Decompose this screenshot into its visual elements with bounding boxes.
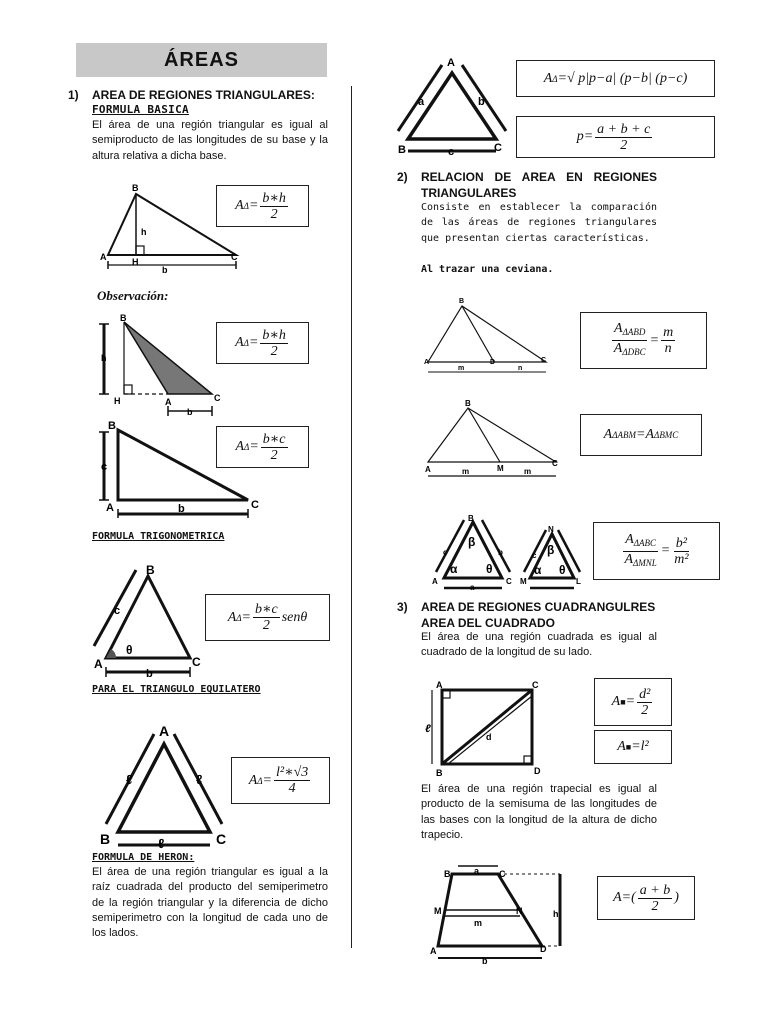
- formula-square-side-box: A ■ = l²: [594, 730, 672, 764]
- label-C: C: [541, 357, 547, 364]
- trapezoid-figure: [430, 862, 570, 966]
- label-C: C: [192, 655, 201, 669]
- label-b: b: [146, 668, 153, 680]
- label-a: a: [470, 583, 475, 592]
- heron-triangle-figure: [396, 55, 508, 159]
- label-b: b: [478, 96, 485, 108]
- label-A: A: [100, 252, 107, 262]
- label-c: c: [443, 548, 448, 557]
- label-n: n: [518, 365, 523, 372]
- section-1-heading: AREA DE REGIONES TRIANGULARES:: [92, 88, 315, 102]
- median-triangle-figure: [420, 396, 560, 482]
- label-alpha: α: [450, 562, 458, 576]
- label-h: h: [101, 353, 107, 363]
- label-A: A: [430, 946, 437, 956]
- label-b: b: [482, 956, 488, 966]
- label-C: C: [499, 869, 506, 879]
- label-N: N: [516, 906, 523, 916]
- label-C: C: [552, 459, 558, 468]
- label-C: C: [494, 142, 502, 154]
- obtuse-triangle-figure: [96, 312, 226, 420]
- label-a: a: [418, 96, 425, 108]
- formula-square-diag-box: A ■ = $\frac{\text{d²}}{2}$: [594, 678, 672, 726]
- label-M: M: [434, 906, 442, 916]
- formula-heron-box: A Δ = √ p|p−a| (p−b| (p−c): [516, 60, 715, 97]
- section-2-number: 2): [397, 170, 408, 184]
- label-l: ℓ: [126, 772, 133, 787]
- label-C: C: [214, 393, 221, 403]
- label-N: N: [548, 525, 554, 534]
- label-theta: θ: [126, 643, 133, 657]
- label-A: A: [425, 465, 431, 474]
- label-C: C: [532, 680, 539, 690]
- label-L: L: [576, 577, 581, 586]
- label-D: D: [534, 766, 541, 776]
- label-alpha: α: [534, 563, 542, 577]
- formula-obtuse-box: A Δ = $\frac{b∗h}{2}$: [216, 322, 309, 364]
- formula-trig-box: A Δ = $\frac{b∗c}{2}$ sen θ: [205, 594, 330, 641]
- label-c: c: [101, 461, 108, 473]
- section-2-heading: RELACION DE AREA EN REGIONES TRIANGULARES: [421, 170, 657, 200]
- label-a: a: [474, 866, 480, 876]
- label-C: C: [231, 252, 238, 262]
- label-c: c: [114, 605, 121, 617]
- equilateral-triangle-figure: [96, 720, 236, 850]
- label-B: B: [398, 144, 406, 156]
- label-A: A: [432, 577, 438, 586]
- label-C: C: [216, 831, 227, 847]
- label-m: m: [474, 918, 483, 928]
- section-1-number: 1): [68, 88, 79, 102]
- label-l: ℓ: [425, 723, 431, 735]
- formula-similar-box: $\frac{A_{\Delta ABC}}{A_{\Delta MNL}}$ = $\frac{\text{b²}}{\text{m²}}$: [593, 522, 720, 580]
- label-m: m: [458, 365, 465, 372]
- label-C: C: [506, 577, 512, 586]
- label-b: b: [187, 407, 193, 417]
- label-B: B: [120, 313, 127, 323]
- formula-cevian-box: $\frac{A_{\Delta ABD}}{A_{\Delta DBC}}$ = $\frac{m}{n}$: [580, 312, 707, 369]
- observation-label: Observación:: [97, 288, 169, 303]
- basic-formula-text: El área de una región triangular es igual al semiproducto de las longitudes de su base y la altura relativa a dicha base.: [92, 119, 328, 162]
- label-beta: β: [468, 535, 476, 549]
- label-A: A: [106, 502, 114, 514]
- label-c: c: [448, 146, 455, 158]
- label-B: B: [132, 183, 139, 193]
- label-beta: β: [547, 543, 555, 557]
- label-theta: θ: [559, 563, 566, 577]
- trapezoid-area-text: El área de una región trapecial es igual al producto de la semisuma de las longitudes de las bases con la longitud de la altura de dicho trapecio.: [421, 783, 657, 841]
- formula-basic-box: A Δ = $\frac{b∗h}{2}$: [216, 185, 309, 227]
- label-M: M: [497, 464, 504, 473]
- label-l: ℓ: [196, 772, 203, 787]
- label-A: A: [159, 723, 170, 739]
- column-divider: [351, 86, 352, 948]
- equilateral-label: PARA EL TRIANGULO EQUILATERO: [92, 684, 261, 695]
- basic-formula-label: FORMULA BASICA: [92, 103, 189, 116]
- label-B: B: [108, 420, 116, 432]
- similar-triangles-figure: [428, 510, 588, 596]
- label-B: B: [465, 399, 471, 408]
- label-B: B: [100, 831, 111, 847]
- label-B: B: [468, 514, 474, 523]
- square-area-heading: AREA DEL CUADRADO: [421, 616, 556, 630]
- label-M: M: [520, 577, 527, 586]
- cevian-label: Al trazar una ceviana.: [421, 264, 554, 275]
- page-title: ÁREAS: [76, 43, 327, 77]
- heron-text: El área de una región triangular es igual a la raíz cuadrada del producto del semiperimetro de la región triangular y la diferencia de dicho semiperimetro con la longitud de cada uno de los lados.: [92, 866, 328, 940]
- heron-label: FORMULA DE HERON:: [92, 852, 195, 863]
- formula-trapezoid-box: A=( $\frac{a + b}{2}$ ): [597, 876, 695, 920]
- label-B: B: [436, 768, 443, 778]
- label-m: m: [462, 467, 470, 476]
- label-l: ℓ: [158, 836, 165, 850]
- label-h: h: [141, 227, 147, 237]
- label-c: c: [532, 551, 537, 560]
- label-h: h: [553, 909, 559, 919]
- label-B: B: [459, 298, 465, 305]
- section-3-number: 3): [397, 600, 408, 614]
- formula-median-box: A ΔABM = A ΔBMC: [580, 414, 702, 456]
- label-b: b: [162, 265, 168, 275]
- formula-semiperimeter-box: p = $\frac{a + b + c}{2}$: [516, 116, 715, 158]
- label-d: d: [486, 732, 492, 742]
- section-3-heading: AREA DE REGIONES CUADRANGULRES: [421, 600, 656, 614]
- square-area-text: El área de una región cuadrada es igual al cuadrado de la longitud de su lado.: [421, 631, 657, 659]
- label-H: H: [114, 396, 121, 406]
- label-b: b: [178, 503, 185, 515]
- label-A: A: [447, 57, 455, 69]
- label-B: B: [146, 563, 155, 577]
- label-b: b: [498, 548, 503, 557]
- trig-triangle-figure: [92, 560, 207, 680]
- trig-formula-label: FORMULA TRIGONOMETRICA: [92, 531, 225, 542]
- label-A: A: [94, 657, 103, 671]
- square-figure: [420, 680, 550, 780]
- section-2-text: Consiste en establecer la comparación de las áreas de regiones triangulares que presentan ciertas características.: [421, 202, 657, 244]
- cevian-triangle-figure: [420, 292, 555, 378]
- label-D: D: [540, 944, 547, 954]
- label-D: D: [490, 359, 496, 366]
- formula-equilateral-box: A Δ = $\frac{\text{l²∗√3}}{4}$: [231, 757, 330, 804]
- label-A: A: [436, 680, 443, 690]
- label-B: B: [444, 869, 451, 879]
- label-A: A: [424, 359, 430, 366]
- label-m: m: [524, 467, 532, 476]
- formula-right-box: A Δ = $\frac{b∗c}{2}$: [216, 426, 309, 468]
- label-theta: θ: [486, 562, 493, 576]
- label-C: C: [251, 499, 259, 511]
- label-A: A: [165, 397, 172, 407]
- label-H: H: [132, 257, 139, 267]
